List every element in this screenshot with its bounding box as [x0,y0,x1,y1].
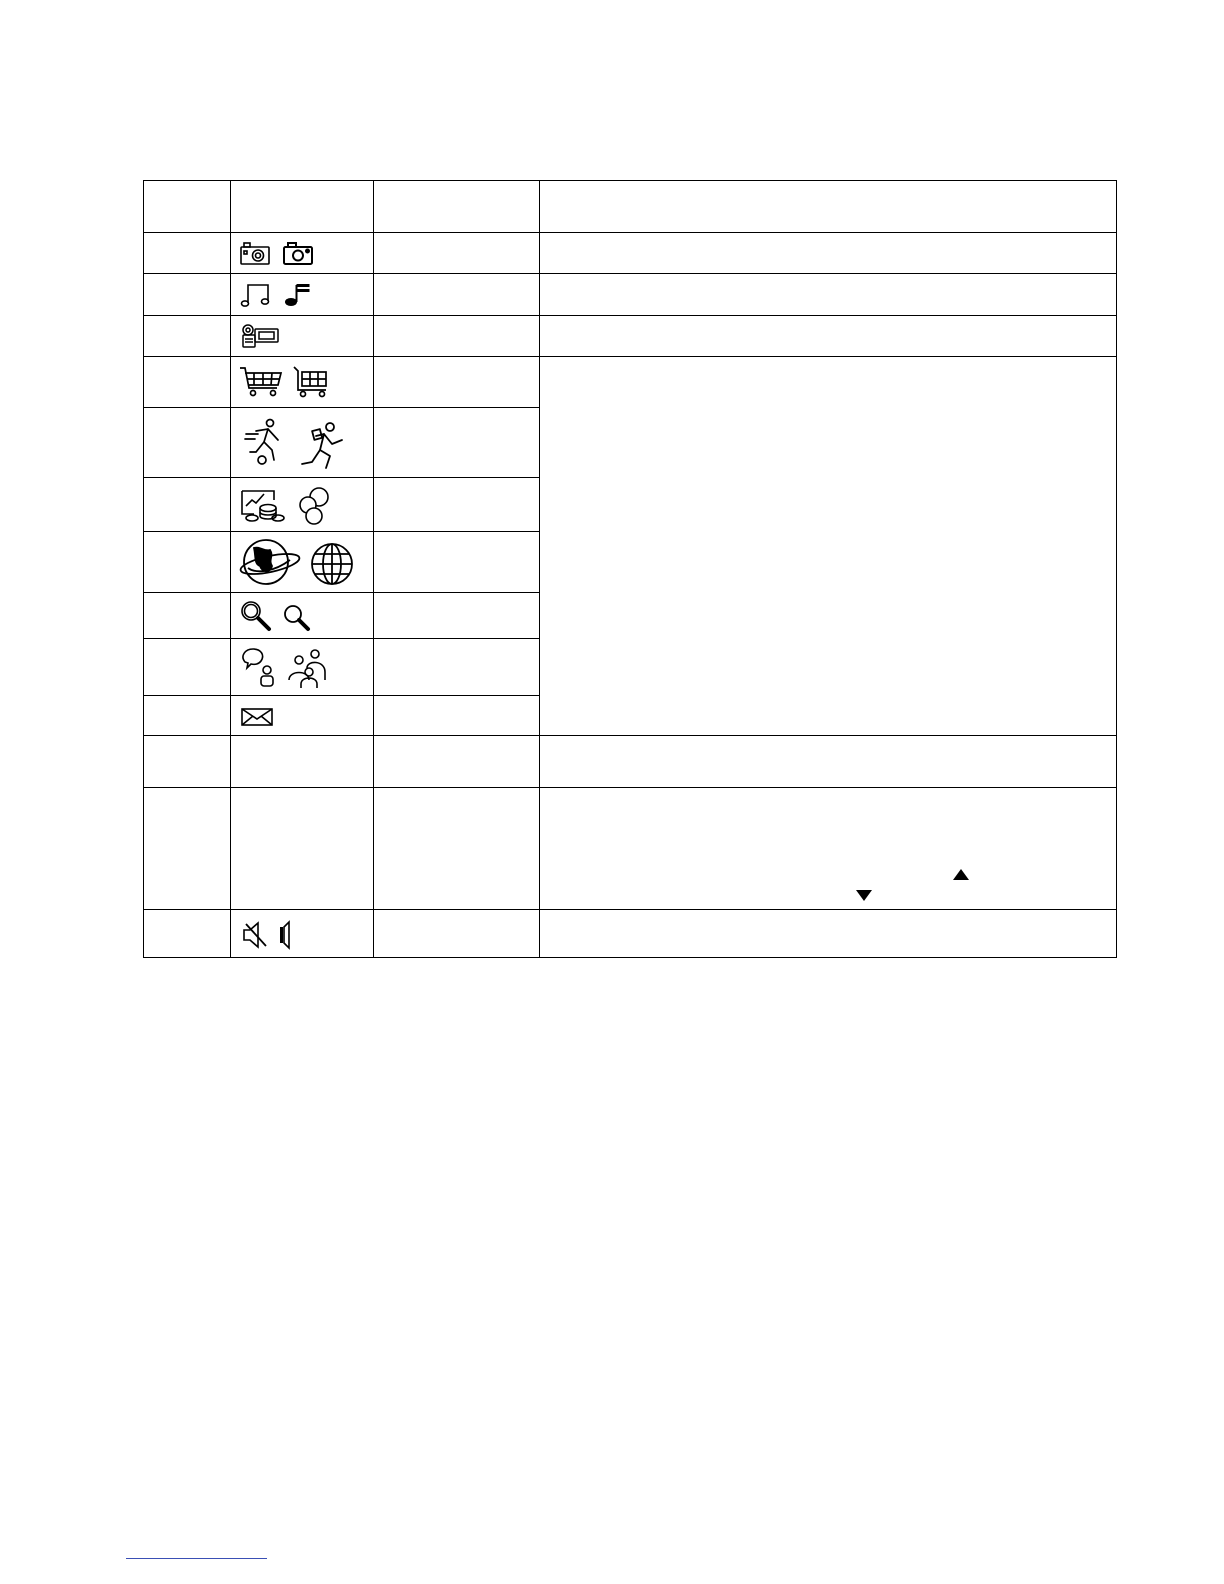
globe-icon [310,542,354,586]
sports-runner-icon [296,422,346,470]
camera-alt-icon [283,242,315,266]
magnifier-icon [240,600,272,632]
down-triangle-icon [856,888,872,906]
speaker-muted-icon [242,920,268,950]
people-group-icon [287,648,327,690]
magnifier-alt-icon [283,604,311,632]
globe-orbit-icon [240,538,302,586]
shopping-cart-icon [239,366,283,398]
music-note-alt-icon [284,282,314,308]
finance-chart-coins-icon [240,488,286,524]
chat-person-icon [241,648,279,688]
envelope-icon [241,708,273,726]
camcorder-icon [241,323,281,349]
shopping-cart-alt-icon [293,366,329,398]
camera-icon [240,242,272,266]
speaker-icon [278,920,292,950]
footnote-separator [126,1558,267,1559]
music-note-icon [240,282,272,308]
coins-icon [298,486,332,526]
sports-soccer-icon [244,418,286,466]
up-triangle-icon [953,867,969,885]
